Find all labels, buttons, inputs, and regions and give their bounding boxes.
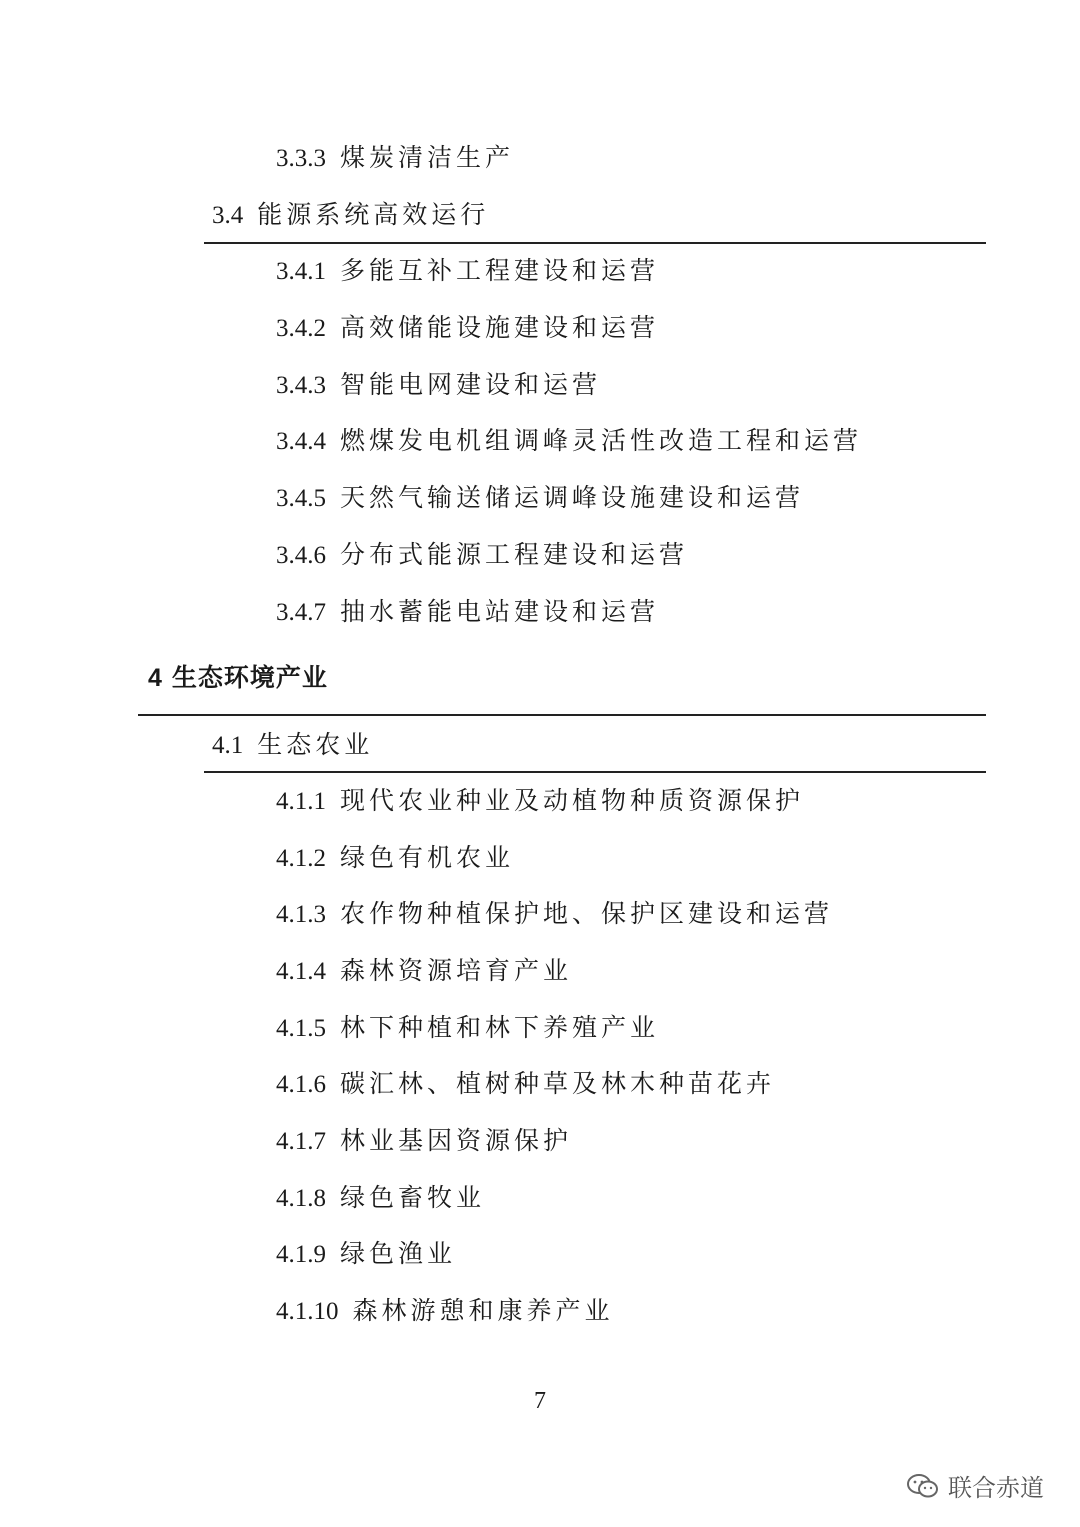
section-divider (204, 242, 986, 244)
toc-entry (276, 786, 804, 817)
entry-number: 4.1.10 (276, 1298, 339, 1325)
toc-entry-chapter (148, 663, 328, 693)
entry-title: 绿色渔业 (340, 1239, 457, 1268)
entry-title: 碳汇林、植树种草及林木种苗花卉 (340, 1069, 776, 1098)
entry-title: 绿色畜牧业 (340, 1183, 486, 1212)
toc-entry (276, 426, 862, 457)
toc-entry (212, 730, 373, 761)
entry-title: 现代农业种业及动植物种质资源保护 (340, 786, 805, 815)
entry-title: 生态农业 (257, 730, 374, 759)
toc-entry (276, 256, 659, 287)
entry-title: 农作物种植保护地、保护区建设和运营 (340, 899, 834, 928)
chapter-divider (138, 714, 986, 716)
entry-title: 高效储能设施建设和运营 (340, 313, 660, 342)
entry-number: 3.4.6 (276, 542, 326, 569)
entry-number: 3.4 (212, 202, 244, 229)
entry-number: 3.4.2 (276, 315, 326, 342)
entry-number: 4.1.6 (276, 1071, 326, 1098)
entry-number: 4.1.9 (276, 1241, 326, 1268)
entry-number: 3.4.7 (276, 599, 326, 626)
entry-number: 4.1.5 (276, 1015, 326, 1042)
entry-number: 3.4.5 (276, 485, 326, 512)
entry-number: 4.1.3 (276, 901, 326, 928)
entry-number: 4.1.2 (276, 845, 326, 872)
toc-entry (276, 370, 601, 401)
entry-title: 森林资源培育产业 (340, 956, 573, 985)
entry-title: 煤炭清洁生产 (340, 143, 515, 172)
toc-entry (276, 956, 572, 987)
section-divider (204, 771, 986, 773)
entry-title: 多能互补工程建设和运营 (340, 256, 660, 285)
entry-title: 分布式能源工程建设和运营 (340, 540, 689, 569)
toc-entry (276, 843, 514, 874)
entry-number: 4 (148, 664, 162, 692)
entry-number: 4.1.7 (276, 1128, 326, 1155)
toc-entry (276, 899, 833, 930)
toc-entry (276, 1069, 775, 1100)
watermark-text: 联合赤道 (948, 1474, 1044, 1502)
toc-entry (276, 1126, 572, 1157)
entry-number: 4.1.8 (276, 1185, 326, 1212)
entry-title: 生态环境产业 (171, 663, 328, 692)
toc-entry (276, 540, 688, 571)
entry-number: 4.1 (212, 732, 244, 759)
entry-title: 能源系统高效运行 (257, 200, 490, 229)
entry-number: 3.4.4 (276, 428, 326, 455)
toc-entry (276, 313, 659, 344)
entry-number: 3.4.1 (276, 258, 326, 285)
entry-number: 3.4.3 (276, 372, 326, 399)
watermark (906, 1468, 1044, 1503)
entry-title: 林业基因资源保护 (340, 1126, 573, 1155)
entry-number: 4.1.4 (276, 958, 326, 985)
entry-title: 天然气输送储运调峰设施建设和运营 (340, 483, 805, 512)
page-number: 7 (534, 1388, 546, 1414)
toc-entry (212, 200, 489, 231)
toc-entry (276, 1296, 614, 1327)
entry-title: 抽水蓄能电站建设和运营 (340, 597, 660, 626)
toc-entry (276, 483, 804, 514)
entry-title: 燃煤发电机组调峰灵活性改造工程和运营 (340, 426, 863, 455)
entry-title: 绿色有机农业 (340, 843, 515, 872)
entry-title: 智能电网建设和运营 (340, 370, 602, 399)
wechat-icon (906, 1473, 940, 1499)
toc-entry (276, 1013, 659, 1044)
toc-entry (276, 597, 659, 628)
toc-entry (276, 1239, 456, 1270)
toc-entry (276, 1183, 485, 1214)
toc-entry (276, 143, 514, 174)
entry-title: 森林游憩和康养产业 (352, 1296, 614, 1325)
entry-title: 林下种植和林下养殖产业 (340, 1013, 660, 1042)
entry-number: 3.3.3 (276, 145, 326, 172)
entry-number: 4.1.1 (276, 788, 326, 815)
